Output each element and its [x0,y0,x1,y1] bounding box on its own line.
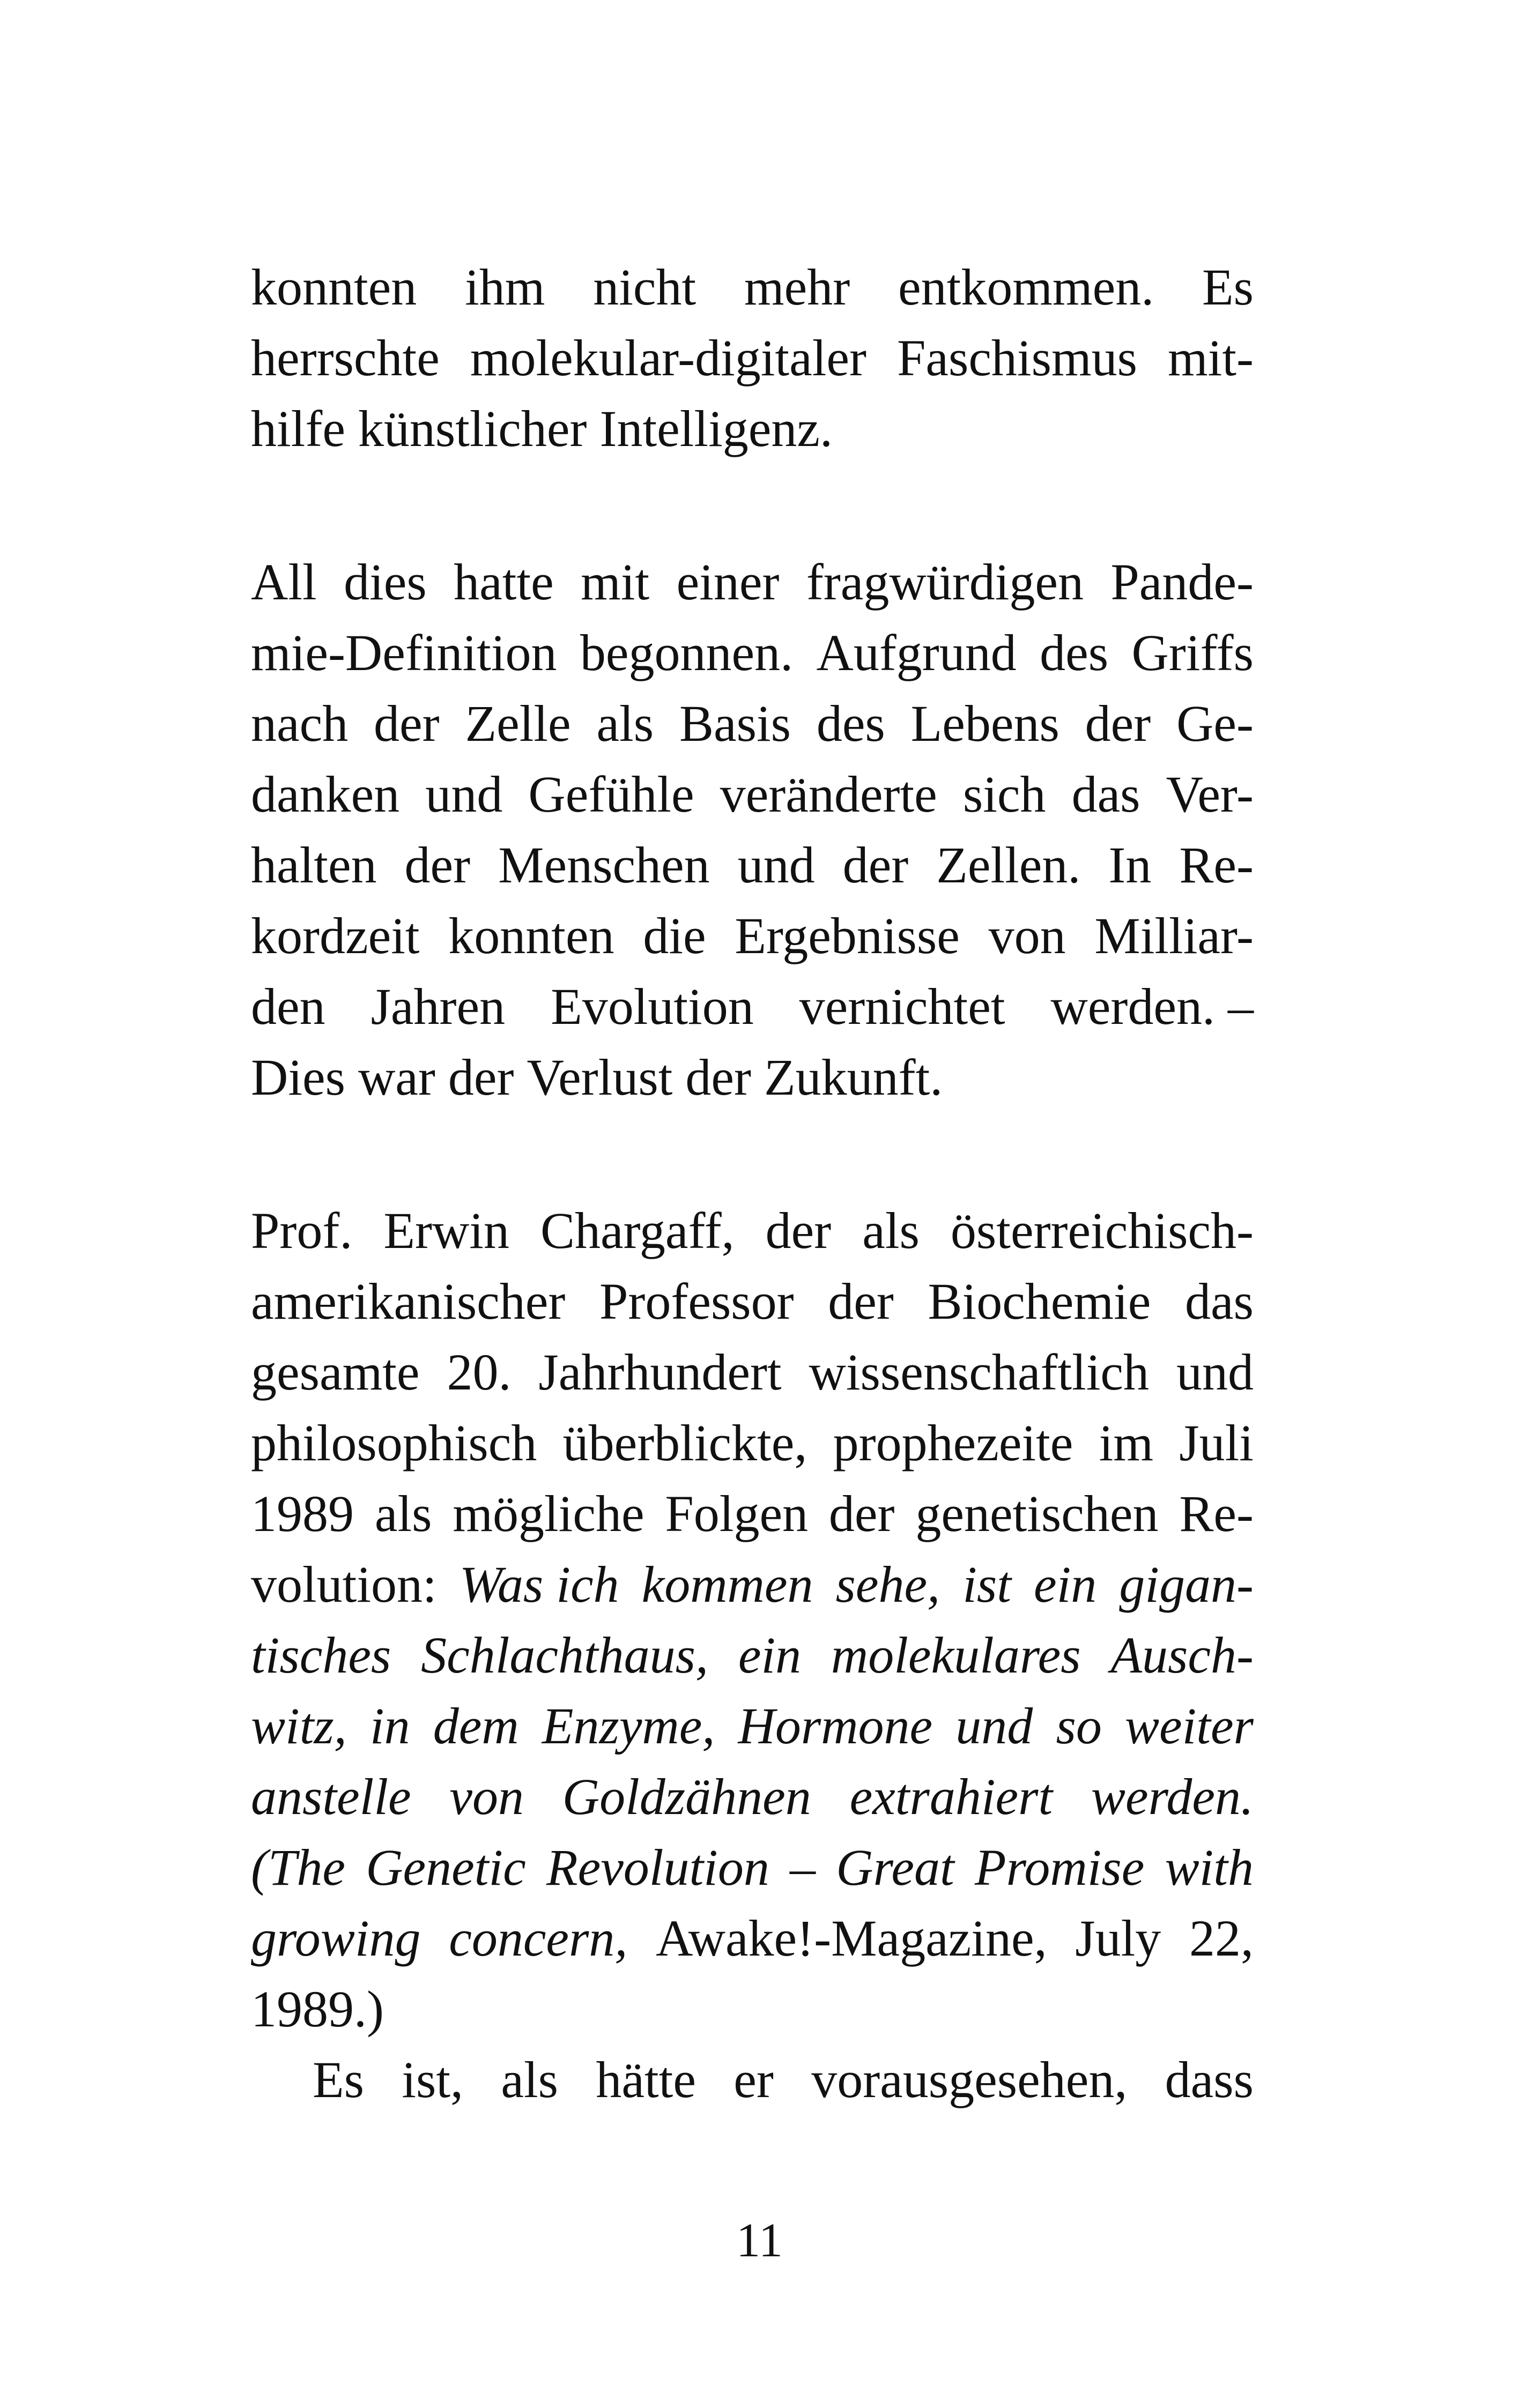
page-number: 11 [736,2214,783,2267]
text-line: halten der Menschen und der Zellen. In Re- [251,836,1254,894]
text-line: herrschte molekular-digitaler Faschismus mit- [251,329,1254,387]
text-line: konnten ihm nicht mehr entkommen. Es [251,258,1254,316]
text-line: 1989.) [251,1980,384,2038]
text-line: hilfe künstlicher Intelligenz. [251,400,833,457]
text-line: Dies war der Verlust der Zukunft. [251,1049,943,1106]
text-line: kordzeit konnten die Ergebnisse von Milliar- [251,907,1254,964]
text-line: All dies hatte mit einer fragwürdigen Pande- [251,553,1254,611]
text-line: Es ist, als hätte er vorausgesehen, dass [313,2051,1254,2108]
text-line: anstelle von Goldzähnen extrahiert werden. [251,1768,1254,1825]
text-line: danken und Gefühle veränderte sich das Ver- [251,765,1254,823]
text-line: den Jahren Evolution vernichtet werden. – [251,978,1254,1035]
paragraph-1 [251,252,1254,464]
text-line: Prof. Erwin Chargaff, der als österreichisch- [251,1202,1254,1259]
text-line: volution: Was ich kommen sehe, ist ein gigan- [251,1556,1254,1613]
text-line: (The Genetic Revolution – Great Promise with [251,1839,1254,1896]
paragraph-3 [251,1195,1254,2115]
text-line: 1989 als mögliche Folgen der genetischen Re- [251,1485,1254,1542]
text-line: gesamte 20. Jahrhundert wissenschaftlich und [251,1343,1254,1401]
text-line: witz, in dem Enzyme, Hormone und so weiter [251,1697,1254,1755]
text-line: amerikanischer Professor der Biochemie das [251,1273,1254,1330]
text-line: tisches Schlachthaus, ein molekulares Ausch- [251,1626,1254,1684]
text-line: nach der Zelle als Basis des Lebens der Ge- [251,695,1254,752]
text-line: mie-Definition begonnen. Aufgrund des Griffs [251,624,1254,681]
paragraph-2 [251,547,1254,1113]
text-line: philosophisch überblickte, prophezeite im Juli [251,1414,1254,1471]
text-line: growing concern, Awake!-Magazine, July 22, [251,1909,1254,1967]
